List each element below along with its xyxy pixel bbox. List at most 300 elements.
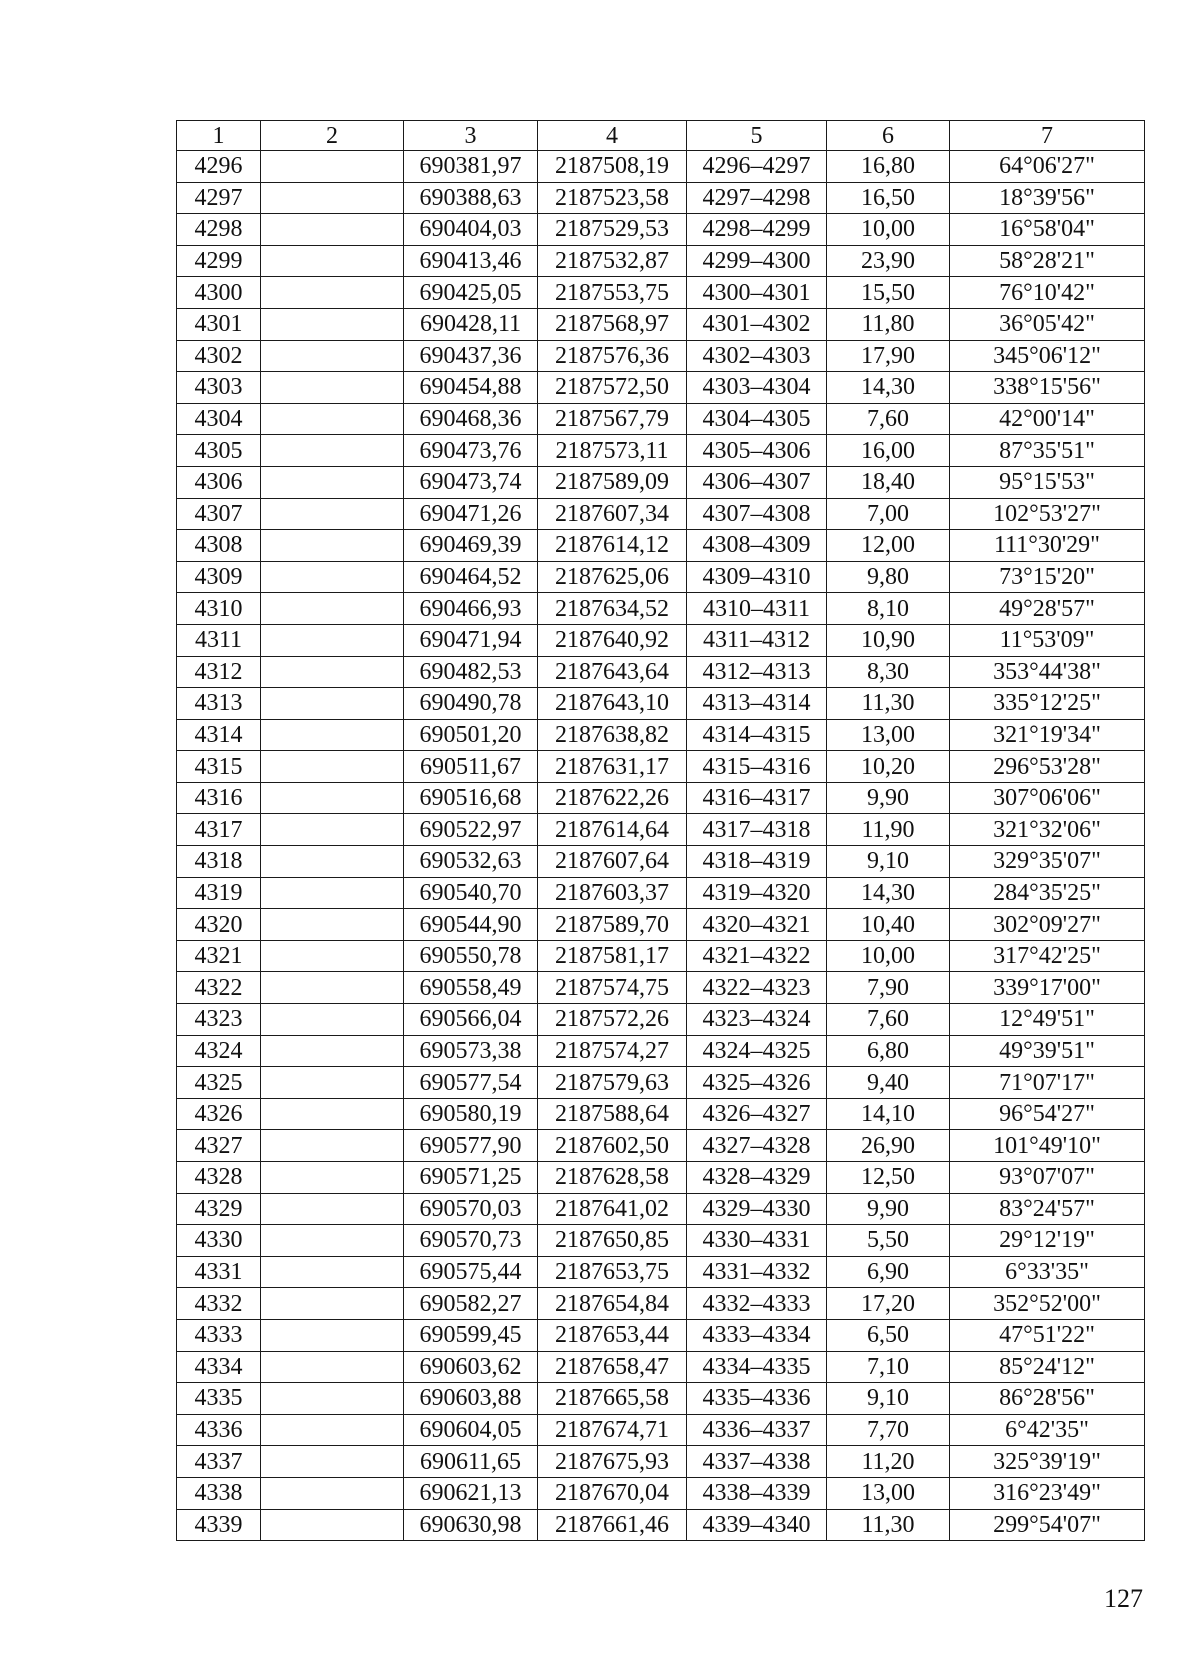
length-cell: 7,10 — [827, 1351, 950, 1383]
length-cell: 7,60 — [827, 1004, 950, 1036]
length-cell: 18,40 — [827, 466, 950, 498]
bearing-cell: 302°09'27" — [950, 909, 1145, 941]
length-cell: 17,90 — [827, 340, 950, 372]
y-coordinate-cell: 2187628,58 — [538, 1162, 687, 1194]
point-number-cell: 4298 — [177, 214, 261, 246]
y-coordinate-cell: 2187603,37 — [538, 877, 687, 909]
point-number-cell: 4299 — [177, 245, 261, 277]
y-coordinate-cell: 2187674,71 — [538, 1414, 687, 1446]
column-2-cell — [261, 1509, 404, 1541]
y-coordinate-cell: 2187589,70 — [538, 909, 687, 941]
length-cell: 9,90 — [827, 782, 950, 814]
column-2-cell — [261, 1004, 404, 1036]
y-coordinate-cell: 2187653,75 — [538, 1256, 687, 1288]
bearing-cell: 64°06'27" — [950, 151, 1145, 183]
length-cell: 13,00 — [827, 1477, 950, 1509]
table-row — [177, 530, 1145, 562]
point-number-cell: 4311 — [177, 624, 261, 656]
bearing-cell: 73°15'20" — [950, 561, 1145, 593]
x-coordinate-cell: 690603,88 — [404, 1383, 538, 1415]
segment-cell: 4300–4301 — [687, 277, 827, 309]
bearing-cell: 299°54'07" — [950, 1509, 1145, 1541]
y-coordinate-cell: 2187643,10 — [538, 688, 687, 720]
x-coordinate-cell: 690466,93 — [404, 593, 538, 625]
bearing-cell: 83°24'57" — [950, 1193, 1145, 1225]
table-body — [177, 151, 1145, 1541]
column-2-cell — [261, 182, 404, 214]
table-row — [177, 1004, 1145, 1036]
segment-cell: 4298–4299 — [687, 214, 827, 246]
table-row — [177, 403, 1145, 435]
bearing-cell: 96°54'27" — [950, 1098, 1145, 1130]
bearing-cell: 49°28'57" — [950, 593, 1145, 625]
segment-cell: 4305–4306 — [687, 435, 827, 467]
column-2-cell — [261, 530, 404, 562]
length-cell: 7,00 — [827, 498, 950, 530]
point-number-cell: 4306 — [177, 466, 261, 498]
y-coordinate-cell: 2187670,04 — [538, 1477, 687, 1509]
length-cell: 16,00 — [827, 435, 950, 467]
column-2-cell — [261, 1193, 404, 1225]
length-cell: 16,80 — [827, 151, 950, 183]
segment-cell: 4324–4325 — [687, 1035, 827, 1067]
table-row — [177, 877, 1145, 909]
x-coordinate-cell: 690599,45 — [404, 1319, 538, 1351]
column-2-cell — [261, 1383, 404, 1415]
x-coordinate-cell: 690577,54 — [404, 1067, 538, 1099]
column-2-cell — [261, 1288, 404, 1320]
point-number-cell: 4332 — [177, 1288, 261, 1320]
bearing-cell: 296°53'28" — [950, 751, 1145, 783]
x-coordinate-cell: 690516,68 — [404, 782, 538, 814]
bearing-cell: 49°39'51" — [950, 1035, 1145, 1067]
point-number-cell: 4310 — [177, 593, 261, 625]
bearing-cell: 36°05'42" — [950, 308, 1145, 340]
length-cell: 8,30 — [827, 656, 950, 688]
bearing-cell: 317°42'25" — [950, 940, 1145, 972]
segment-cell: 4339–4340 — [687, 1509, 827, 1541]
table-row — [177, 719, 1145, 751]
x-coordinate-cell: 690381,97 — [404, 151, 538, 183]
point-number-cell: 4312 — [177, 656, 261, 688]
bearing-cell: 29°12'19" — [950, 1225, 1145, 1257]
point-number-cell: 4331 — [177, 1256, 261, 1288]
segment-cell: 4321–4322 — [687, 940, 827, 972]
x-coordinate-cell: 690468,36 — [404, 403, 538, 435]
column-2-cell — [261, 940, 404, 972]
column-2-cell — [261, 1319, 404, 1351]
point-number-cell: 4329 — [177, 1193, 261, 1225]
table-row — [177, 782, 1145, 814]
x-coordinate-cell: 690573,38 — [404, 1035, 538, 1067]
header-row — [177, 121, 1145, 151]
y-coordinate-cell: 2187574,27 — [538, 1035, 687, 1067]
x-coordinate-cell: 690428,11 — [404, 308, 538, 340]
segment-cell: 4306–4307 — [687, 466, 827, 498]
point-number-cell: 4304 — [177, 403, 261, 435]
segment-cell: 4326–4327 — [687, 1098, 827, 1130]
y-coordinate-cell: 2187640,92 — [538, 624, 687, 656]
column-2-cell — [261, 308, 404, 340]
segment-cell: 4315–4316 — [687, 751, 827, 783]
column-header-bearing: 7 — [950, 121, 1145, 151]
segment-cell: 4330–4331 — [687, 1225, 827, 1257]
point-number-cell: 4320 — [177, 909, 261, 941]
column-2-cell — [261, 435, 404, 467]
table-row — [177, 308, 1145, 340]
x-coordinate-cell: 690473,76 — [404, 435, 538, 467]
bearing-cell: 353°44'38" — [950, 656, 1145, 688]
x-coordinate-cell: 690471,26 — [404, 498, 538, 530]
table-row — [177, 277, 1145, 309]
column-2-cell — [261, 498, 404, 530]
column-2-cell — [261, 1035, 404, 1067]
column-2-cell — [261, 656, 404, 688]
segment-cell: 4320–4321 — [687, 909, 827, 941]
y-coordinate-cell: 2187553,75 — [538, 277, 687, 309]
bearing-cell: 316°23'49" — [950, 1477, 1145, 1509]
table-row — [177, 1477, 1145, 1509]
table-row — [177, 372, 1145, 404]
bearing-cell: 102°53'27" — [950, 498, 1145, 530]
column-header-length: 6 — [827, 121, 950, 151]
x-coordinate-cell: 690473,74 — [404, 466, 538, 498]
y-coordinate-cell: 2187634,52 — [538, 593, 687, 625]
length-cell: 11,20 — [827, 1446, 950, 1478]
point-number-cell: 4321 — [177, 940, 261, 972]
table-row — [177, 1414, 1145, 1446]
column-2-cell — [261, 245, 404, 277]
length-cell: 16,50 — [827, 182, 950, 214]
x-coordinate-cell: 690482,53 — [404, 656, 538, 688]
length-cell: 9,40 — [827, 1067, 950, 1099]
x-coordinate-cell: 690464,52 — [404, 561, 538, 593]
x-coordinate-cell: 690425,05 — [404, 277, 538, 309]
segment-cell: 4297–4298 — [687, 182, 827, 214]
segment-cell: 4316–4317 — [687, 782, 827, 814]
segment-cell: 4312–4313 — [687, 656, 827, 688]
segment-cell: 4303–4304 — [687, 372, 827, 404]
table-row — [177, 909, 1145, 941]
point-number-cell: 4337 — [177, 1446, 261, 1478]
bearing-cell: 284°35'25" — [950, 877, 1145, 909]
column-2-cell — [261, 1351, 404, 1383]
y-coordinate-cell: 2187602,50 — [538, 1130, 687, 1162]
table-row — [177, 1162, 1145, 1194]
bearing-cell: 307°06'06" — [950, 782, 1145, 814]
x-coordinate-cell: 690580,19 — [404, 1098, 538, 1130]
column-2-cell — [261, 561, 404, 593]
segment-cell: 4327–4328 — [687, 1130, 827, 1162]
x-coordinate-cell: 690388,63 — [404, 182, 538, 214]
x-coordinate-cell: 690501,20 — [404, 719, 538, 751]
y-coordinate-cell: 2187589,09 — [538, 466, 687, 498]
column-2-cell — [261, 1162, 404, 1194]
length-cell: 11,30 — [827, 1509, 950, 1541]
length-cell: 9,10 — [827, 846, 950, 878]
x-coordinate-cell: 690544,90 — [404, 909, 538, 941]
length-cell: 6,50 — [827, 1319, 950, 1351]
table-row — [177, 940, 1145, 972]
length-cell: 23,90 — [827, 245, 950, 277]
point-number-cell: 4313 — [177, 688, 261, 720]
table-row — [177, 1193, 1145, 1225]
x-coordinate-cell: 690575,44 — [404, 1256, 538, 1288]
point-number-cell: 4300 — [177, 277, 261, 309]
segment-cell: 4304–4305 — [687, 403, 827, 435]
length-cell: 6,80 — [827, 1035, 950, 1067]
point-number-cell: 4322 — [177, 972, 261, 1004]
y-coordinate-cell: 2187567,79 — [538, 403, 687, 435]
column-2-cell — [261, 1414, 404, 1446]
column-2-cell — [261, 151, 404, 183]
segment-cell: 4307–4308 — [687, 498, 827, 530]
column-2-cell — [261, 972, 404, 1004]
segment-cell: 4317–4318 — [687, 814, 827, 846]
x-coordinate-cell: 690471,94 — [404, 624, 538, 656]
column-2-cell — [261, 877, 404, 909]
point-number-cell: 4305 — [177, 435, 261, 467]
segment-cell: 4318–4319 — [687, 846, 827, 878]
length-cell: 14,30 — [827, 372, 950, 404]
column-2-cell — [261, 814, 404, 846]
segment-cell: 4311–4312 — [687, 624, 827, 656]
bearing-cell: 321°19'34" — [950, 719, 1145, 751]
point-number-cell: 4309 — [177, 561, 261, 593]
bearing-cell: 321°32'06" — [950, 814, 1145, 846]
y-coordinate-cell: 2187650,85 — [538, 1225, 687, 1257]
x-coordinate-cell: 690604,05 — [404, 1414, 538, 1446]
point-number-cell: 4316 — [177, 782, 261, 814]
x-coordinate-cell: 690469,39 — [404, 530, 538, 562]
table-header — [177, 121, 1145, 151]
x-coordinate-cell: 690522,97 — [404, 814, 538, 846]
point-number-cell: 4335 — [177, 1383, 261, 1415]
point-number-cell: 4323 — [177, 1004, 261, 1036]
length-cell: 26,90 — [827, 1130, 950, 1162]
bearing-cell: 325°39'19" — [950, 1446, 1145, 1478]
x-coordinate-cell: 690550,78 — [404, 940, 538, 972]
length-cell: 10,00 — [827, 214, 950, 246]
table-row — [177, 151, 1145, 183]
table-row — [177, 245, 1145, 277]
point-number-cell: 4325 — [177, 1067, 261, 1099]
table-row — [177, 593, 1145, 625]
point-number-cell: 4330 — [177, 1225, 261, 1257]
column-2-cell — [261, 1098, 404, 1130]
y-coordinate-cell: 2187573,11 — [538, 435, 687, 467]
column-2-cell — [261, 846, 404, 878]
y-coordinate-cell: 2187532,87 — [538, 245, 687, 277]
point-number-cell: 4296 — [177, 151, 261, 183]
x-coordinate-cell: 690582,27 — [404, 1288, 538, 1320]
y-coordinate-cell: 2187576,36 — [538, 340, 687, 372]
segment-cell: 4299–4300 — [687, 245, 827, 277]
length-cell: 14,10 — [827, 1098, 950, 1130]
length-cell: 10,20 — [827, 751, 950, 783]
bearing-cell: 95°15'53" — [950, 466, 1145, 498]
y-coordinate-cell: 2187572,50 — [538, 372, 687, 404]
point-number-cell: 4308 — [177, 530, 261, 562]
x-coordinate-cell: 690454,88 — [404, 372, 538, 404]
column-2-cell — [261, 1130, 404, 1162]
y-coordinate-cell: 2187523,58 — [538, 182, 687, 214]
y-coordinate-cell: 2187568,97 — [538, 308, 687, 340]
table-row — [177, 1067, 1145, 1099]
segment-cell: 4331–4332 — [687, 1256, 827, 1288]
bearing-cell: 18°39'56" — [950, 182, 1145, 214]
length-cell: 11,30 — [827, 688, 950, 720]
bearing-cell: 6°42'35" — [950, 1414, 1145, 1446]
table-row — [177, 1256, 1145, 1288]
column-header-segment: 5 — [687, 121, 827, 151]
table-row — [177, 656, 1145, 688]
table-row — [177, 1225, 1145, 1257]
bearing-cell: 338°15'56" — [950, 372, 1145, 404]
bearing-cell: 76°10'42" — [950, 277, 1145, 309]
length-cell: 6,90 — [827, 1256, 950, 1288]
column-2-cell — [261, 593, 404, 625]
segment-cell: 4328–4329 — [687, 1162, 827, 1194]
x-coordinate-cell: 690570,03 — [404, 1193, 538, 1225]
table-row — [177, 1383, 1145, 1415]
bearing-cell: 87°35'51" — [950, 435, 1145, 467]
y-coordinate-cell: 2187588,64 — [538, 1098, 687, 1130]
length-cell: 10,40 — [827, 909, 950, 941]
table-row — [177, 1130, 1145, 1162]
length-cell: 10,90 — [827, 624, 950, 656]
bearing-cell: 58°28'21" — [950, 245, 1145, 277]
column-2-cell — [261, 624, 404, 656]
x-coordinate-cell: 690413,46 — [404, 245, 538, 277]
coordinates-table — [176, 120, 1145, 1541]
length-cell: 9,10 — [827, 1383, 950, 1415]
column-2-cell — [261, 782, 404, 814]
segment-cell: 4323–4324 — [687, 1004, 827, 1036]
y-coordinate-cell: 2187625,06 — [538, 561, 687, 593]
table-row — [177, 972, 1145, 1004]
point-number-cell: 4315 — [177, 751, 261, 783]
x-coordinate-cell: 690611,65 — [404, 1446, 538, 1478]
table-row — [177, 435, 1145, 467]
table-row — [177, 688, 1145, 720]
y-coordinate-cell: 2187665,58 — [538, 1383, 687, 1415]
column-2-cell — [261, 909, 404, 941]
y-coordinate-cell: 2187654,84 — [538, 1288, 687, 1320]
y-coordinate-cell: 2187631,17 — [538, 751, 687, 783]
table-row — [177, 561, 1145, 593]
segment-cell: 4313–4314 — [687, 688, 827, 720]
segment-cell: 4333–4334 — [687, 1319, 827, 1351]
point-number-cell: 4327 — [177, 1130, 261, 1162]
column-2-cell — [261, 719, 404, 751]
length-cell: 10,00 — [827, 940, 950, 972]
bearing-cell: 16°58'04" — [950, 214, 1145, 246]
bearing-cell: 6°33'35" — [950, 1256, 1145, 1288]
table-row — [177, 1509, 1145, 1541]
point-number-cell: 4317 — [177, 814, 261, 846]
segment-cell: 4310–4311 — [687, 593, 827, 625]
column-header-point: 1 — [177, 121, 261, 151]
y-coordinate-cell: 2187607,34 — [538, 498, 687, 530]
bearing-cell: 101°49'10" — [950, 1130, 1145, 1162]
column-2-cell — [261, 1446, 404, 1478]
point-number-cell: 4328 — [177, 1162, 261, 1194]
table-row — [177, 1288, 1145, 1320]
length-cell: 13,00 — [827, 719, 950, 751]
segment-cell: 4337–4338 — [687, 1446, 827, 1478]
point-number-cell: 4301 — [177, 308, 261, 340]
x-coordinate-cell: 690571,25 — [404, 1162, 538, 1194]
point-number-cell: 4303 — [177, 372, 261, 404]
bearing-cell: 329°35'07" — [950, 846, 1145, 878]
point-number-cell: 4324 — [177, 1035, 261, 1067]
x-coordinate-cell: 690577,90 — [404, 1130, 538, 1162]
page-number: 127 — [1104, 1584, 1143, 1613]
segment-cell: 4302–4303 — [687, 340, 827, 372]
y-coordinate-cell: 2187641,02 — [538, 1193, 687, 1225]
length-cell: 15,50 — [827, 277, 950, 309]
column-2-cell — [261, 1256, 404, 1288]
bearing-cell: 335°12'25" — [950, 688, 1145, 720]
column-2-cell — [261, 1067, 404, 1099]
point-number-cell: 4338 — [177, 1477, 261, 1509]
bearing-cell: 85°24'12" — [950, 1351, 1145, 1383]
column-2-cell — [261, 403, 404, 435]
length-cell: 7,70 — [827, 1414, 950, 1446]
column-header-y: 4 — [538, 121, 687, 151]
length-cell: 8,10 — [827, 593, 950, 625]
column-2-cell — [261, 340, 404, 372]
length-cell: 7,90 — [827, 972, 950, 1004]
x-coordinate-cell: 690540,70 — [404, 877, 538, 909]
x-coordinate-cell: 690532,63 — [404, 846, 538, 878]
table-row — [177, 751, 1145, 783]
y-coordinate-cell: 2187607,64 — [538, 846, 687, 878]
bearing-cell: 86°28'56" — [950, 1383, 1145, 1415]
point-number-cell: 4336 — [177, 1414, 261, 1446]
table-row — [177, 1319, 1145, 1351]
y-coordinate-cell: 2187638,82 — [538, 719, 687, 751]
bearing-cell: 93°07'07" — [950, 1162, 1145, 1194]
segment-cell: 4319–4320 — [687, 877, 827, 909]
y-coordinate-cell: 2187614,64 — [538, 814, 687, 846]
y-coordinate-cell: 2187661,46 — [538, 1509, 687, 1541]
x-coordinate-cell: 690404,03 — [404, 214, 538, 246]
segment-cell: 4332–4333 — [687, 1288, 827, 1320]
point-number-cell: 4334 — [177, 1351, 261, 1383]
table-row — [177, 466, 1145, 498]
point-number-cell: 4297 — [177, 182, 261, 214]
y-coordinate-cell: 2187614,12 — [538, 530, 687, 562]
bearing-cell: 345°06'12" — [950, 340, 1145, 372]
segment-cell: 4309–4310 — [687, 561, 827, 593]
column-2-cell — [261, 1225, 404, 1257]
segment-cell: 4336–4337 — [687, 1414, 827, 1446]
length-cell: 14,30 — [827, 877, 950, 909]
table-row — [177, 1035, 1145, 1067]
x-coordinate-cell: 690570,73 — [404, 1225, 538, 1257]
x-coordinate-cell: 690603,62 — [404, 1351, 538, 1383]
point-number-cell: 4307 — [177, 498, 261, 530]
length-cell: 5,50 — [827, 1225, 950, 1257]
x-coordinate-cell: 690566,04 — [404, 1004, 538, 1036]
segment-cell: 4335–4336 — [687, 1383, 827, 1415]
column-2-cell — [261, 466, 404, 498]
segment-cell: 4301–4302 — [687, 308, 827, 340]
table-row — [177, 1351, 1145, 1383]
point-number-cell: 4326 — [177, 1098, 261, 1130]
